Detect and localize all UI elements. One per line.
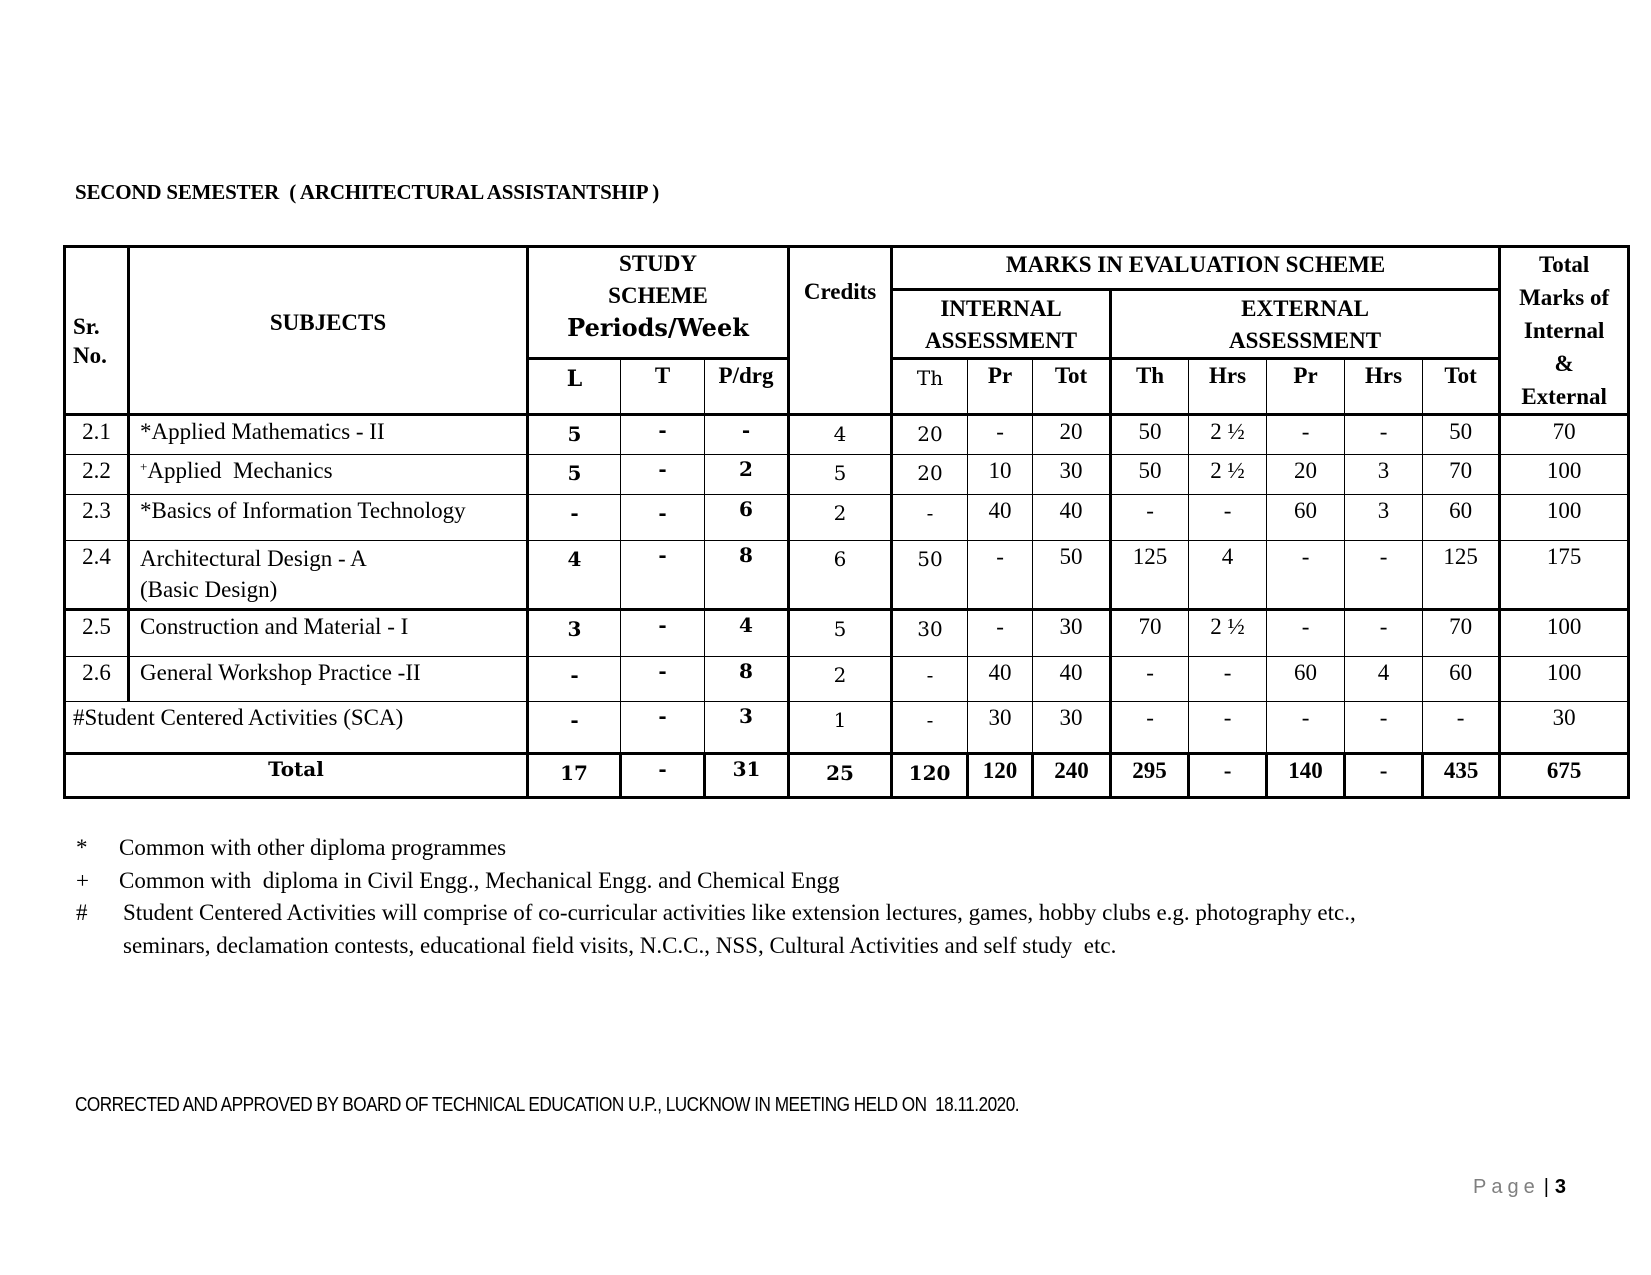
- cell-credits: 4: [789, 415, 892, 455]
- cell-ext-pr-hrs: -: [1345, 415, 1423, 455]
- cell-ext-pr: 140: [1267, 754, 1345, 798]
- header-internal-assessment: [892, 290, 1111, 359]
- cell-l: -: [528, 495, 621, 541]
- header-total-line3: Internal: [1523, 318, 1605, 343]
- cell-t: -: [621, 702, 705, 754]
- cell-credits: 25: [789, 754, 892, 798]
- header-study-line1: STUDY: [619, 251, 697, 276]
- cell-ext-pr: 60: [1267, 657, 1345, 702]
- footnote-sca-continued: [76, 930, 1309, 963]
- document-title: SECOND SEMESTER ( ARCHITECTURAL ASSISTANTSHIP ): [75, 180, 660, 204]
- cell-t: -: [621, 754, 705, 798]
- header-subjects: SUBJECTS: [129, 247, 528, 415]
- cell-sr: 2.4: [65, 541, 129, 610]
- footnote-common-civil-mech-chem: [76, 865, 1309, 898]
- cell-subject: [129, 657, 528, 702]
- cell-ext-th-hrs: 2 ½: [1189, 455, 1267, 495]
- header-external-th-hrs: Hrs: [1189, 359, 1267, 415]
- cell-credits: 1: [789, 702, 892, 754]
- header-external-tot: Tot: [1423, 359, 1500, 415]
- cell-total: 70: [1500, 415, 1629, 455]
- header-study-l: L: [528, 359, 621, 415]
- cell-ext-tot: 70: [1423, 610, 1500, 657]
- header-total-line5: External: [1521, 384, 1607, 409]
- cell-sr: 2.6: [65, 657, 129, 702]
- cell-sr: 2.3: [65, 495, 129, 541]
- table-row: [65, 455, 1629, 495]
- header-study-pdrg: P/drg: [705, 359, 789, 415]
- cell-ext-th: 295: [1111, 754, 1189, 798]
- subject-marker: *: [140, 498, 152, 523]
- cell-total: 100: [1500, 657, 1629, 702]
- approval-footer: CORRECTED AND APPROVED BY BOARD OF TECHNICAL EDUCATION U.P., LUCKNOW IN MEETING HELD ON 18.11.2020.: [75, 1094, 1020, 1116]
- cell-int-pr: 30: [968, 702, 1033, 754]
- cell-ext-pr-hrs: -: [1345, 754, 1423, 798]
- evaluation-scheme-table: [63, 245, 1630, 799]
- cell-sr: 2.5: [65, 610, 129, 657]
- cell-credits: 5: [789, 610, 892, 657]
- cell-int-pr: -: [968, 415, 1033, 455]
- cell-ext-tot: -: [1423, 702, 1500, 754]
- header-external-assessment: [1111, 290, 1500, 359]
- header-sr-no-line2: No.: [73, 342, 107, 368]
- cell-int-th: -: [892, 657, 968, 702]
- cell-ext-th-hrs: -: [1189, 702, 1267, 754]
- cell-ext-th-hrs: 4: [1189, 541, 1267, 610]
- cell-l: 3: [528, 610, 621, 657]
- cell-p: 8: [705, 657, 789, 702]
- cell-t: -: [621, 610, 705, 657]
- cell-ext-tot: 125: [1423, 541, 1500, 610]
- cell-ext-th: 50: [1111, 455, 1189, 495]
- cell-subject: [129, 495, 528, 541]
- cell-ext-pr-hrs: -: [1345, 541, 1423, 610]
- cell-ext-pr: -: [1267, 541, 1345, 610]
- cell-l: -: [528, 702, 621, 754]
- table-row-sca: [65, 702, 1629, 754]
- cell-ext-pr-hrs: -: [1345, 702, 1423, 754]
- subject-name: Basics of Information Technology: [151, 498, 466, 523]
- cell-t: -: [621, 541, 705, 610]
- header-internal-line2: ASSESSMENT: [924, 328, 1078, 353]
- cell-p: 6: [705, 495, 789, 541]
- cell-int-th: 50: [892, 541, 968, 610]
- footnote-common-diploma: [76, 832, 1309, 865]
- cell-ext-tot: 70: [1423, 455, 1500, 495]
- cell-int-tot: 30: [1033, 455, 1111, 495]
- cell-int-th: -: [892, 702, 968, 754]
- footnote-marker: *: [76, 835, 88, 860]
- cell-int-tot: 30: [1033, 702, 1111, 754]
- cell-int-th: -: [892, 495, 968, 541]
- cell-credits: 2: [789, 495, 892, 541]
- cell-ext-th-hrs: -: [1189, 754, 1267, 798]
- cell-int-tot: 40: [1033, 495, 1111, 541]
- subject-name: Architectural Design - A: [140, 546, 367, 571]
- cell-ext-pr-hrs: -: [1345, 610, 1423, 657]
- page-label: Page: [1473, 1176, 1540, 1198]
- footnote-text: Common with other diploma programmes: [119, 835, 507, 860]
- cell-int-tot: 30: [1033, 610, 1111, 657]
- cell-p: -: [705, 415, 789, 455]
- cell-int-pr: 40: [968, 657, 1033, 702]
- cell-int-th: 30: [892, 610, 968, 657]
- cell-t: -: [621, 415, 705, 455]
- footnotes: [76, 832, 1356, 962]
- page-separator: |: [1543, 1176, 1549, 1198]
- header-internal-line1: INTERNAL: [940, 296, 1062, 321]
- header-total-line4: &: [1554, 351, 1574, 376]
- footnote-marker: #: [76, 900, 88, 925]
- table-row: [65, 610, 1629, 657]
- cell-int-pr: 10: [968, 455, 1033, 495]
- cell-ext-th: -: [1111, 657, 1189, 702]
- table-row: [65, 495, 1629, 541]
- header-external-pr-hrs: Hrs: [1345, 359, 1423, 415]
- cell-ext-pr-hrs: 4: [1345, 657, 1423, 702]
- cell-p: 2: [705, 455, 789, 495]
- cell-ext-th: 70: [1111, 610, 1189, 657]
- cell-int-pr: 40: [968, 495, 1033, 541]
- subject-name: Construction and Material - I: [140, 614, 409, 639]
- cell-sr: 2.1: [65, 415, 129, 455]
- header-study-scheme: [528, 247, 789, 359]
- cell-subject: [129, 455, 528, 495]
- cell-credits: 6: [789, 541, 892, 610]
- cell-ext-pr: 60: [1267, 495, 1345, 541]
- header-external-line1: EXTERNAL: [1241, 296, 1369, 321]
- cell-int-th: 120: [892, 754, 968, 798]
- header-study-line2: SCHEME: [608, 283, 708, 308]
- cell-ext-th: -: [1111, 495, 1189, 541]
- cell-int-tot: 50: [1033, 541, 1111, 610]
- cell-p: 8: [705, 541, 789, 610]
- header-external-line2: ASSESSMENT: [1229, 328, 1382, 353]
- subject-marker: +: [140, 459, 148, 474]
- header-study-line3: Periods/Week: [567, 313, 749, 342]
- cell-total-label: Total: [65, 754, 528, 798]
- footnote-sca: [76, 897, 1356, 930]
- header-internal-tot: Tot: [1033, 359, 1111, 415]
- cell-int-pr: -: [968, 610, 1033, 657]
- cell-total: 175: [1500, 541, 1629, 610]
- cell-l: 17: [528, 754, 621, 798]
- cell-p: 3: [705, 702, 789, 754]
- header-total-line1: Total: [1538, 252, 1590, 277]
- header-total-marks: [1500, 247, 1629, 415]
- cell-l: 4: [528, 541, 621, 610]
- cell-ext-tot: 60: [1423, 657, 1500, 702]
- page-number: [1473, 1176, 1566, 1199]
- header-credits: Credits: [789, 247, 892, 415]
- header-sr-no-line1: Sr.: [73, 313, 100, 339]
- cell-total: 100: [1500, 495, 1629, 541]
- cell-subject: [129, 415, 528, 455]
- cell-int-pr: -: [968, 541, 1033, 610]
- cell-sr: 2.2: [65, 455, 129, 495]
- cell-ext-th-hrs: 2 ½: [1189, 415, 1267, 455]
- footnote-text: Student Centered Activities will comprise of co-curricular activities like extension lectures, games, hobby clubs e.g. photography etc.,: [123, 900, 1356, 925]
- cell-int-th: 20: [892, 415, 968, 455]
- cell-ext-th: 125: [1111, 541, 1189, 610]
- subject-name: Applied Mathematics - II: [151, 419, 385, 444]
- footnote-text: seminars, declamation contests, educational field visits, N.C.C., NSS, Cultural Activities and self study etc.: [123, 932, 1117, 958]
- table-row-total: [65, 754, 1629, 798]
- header-marks-in-evaluation: MARKS IN EVALUATION SCHEME: [892, 247, 1500, 290]
- cell-ext-tot: 60: [1423, 495, 1500, 541]
- cell-total: 675: [1500, 754, 1629, 798]
- cell-l: 5: [528, 415, 621, 455]
- cell-ext-th-hrs: -: [1189, 657, 1267, 702]
- table-row: [65, 541, 1629, 610]
- cell-t: -: [621, 657, 705, 702]
- header-external-pr: Pr: [1267, 359, 1345, 415]
- table-row: [65, 657, 1629, 702]
- header-internal-th: Th: [892, 359, 968, 415]
- cell-subject-sca: #Student Centered Activities (SCA): [65, 702, 528, 754]
- cell-ext-pr: -: [1267, 610, 1345, 657]
- cell-int-tot: 240: [1033, 754, 1111, 798]
- cell-credits: 5: [789, 455, 892, 495]
- table-row: [65, 415, 1629, 455]
- cell-ext-th: -: [1111, 702, 1189, 754]
- cell-ext-pr: -: [1267, 415, 1345, 455]
- cell-t: -: [621, 495, 705, 541]
- cell-ext-pr-hrs: 3: [1345, 495, 1423, 541]
- header-total-line2: Marks of: [1519, 285, 1610, 310]
- subject-marker: *: [140, 419, 152, 444]
- cell-ext-pr: -: [1267, 702, 1345, 754]
- header-internal-pr: Pr: [968, 359, 1033, 415]
- cell-p: 4: [705, 610, 789, 657]
- cell-l: -: [528, 657, 621, 702]
- cell-ext-pr-hrs: 3: [1345, 455, 1423, 495]
- cell-subject: [129, 610, 528, 657]
- cell-int-th: 20: [892, 455, 968, 495]
- cell-ext-th-hrs: -: [1189, 495, 1267, 541]
- subject-name-line2: (Basic Design): [140, 577, 278, 602]
- cell-credits: 2: [789, 657, 892, 702]
- cell-ext-tot: 435: [1423, 754, 1500, 798]
- cell-int-pr: 120: [968, 754, 1033, 798]
- cell-int-tot: 40: [1033, 657, 1111, 702]
- cell-total: 30: [1500, 702, 1629, 754]
- cell-ext-tot: 50: [1423, 415, 1500, 455]
- footnote-marker: +: [76, 867, 89, 893]
- cell-l: 5: [528, 455, 621, 495]
- footnote-text: Common with diploma in Civil Engg., Mechanical Engg. and Chemical Engg: [119, 867, 840, 893]
- header-study-t: T: [621, 359, 705, 415]
- cell-ext-th: 50: [1111, 415, 1189, 455]
- cell-total: 100: [1500, 610, 1629, 657]
- cell-total: 100: [1500, 455, 1629, 495]
- cell-t: -: [621, 455, 705, 495]
- subject-name: Applied Mechanics: [147, 458, 333, 483]
- cell-int-tot: 20: [1033, 415, 1111, 455]
- cell-subject: [129, 541, 528, 610]
- header-external-th: Th: [1111, 359, 1189, 415]
- cell-p: 31: [705, 754, 789, 798]
- cell-ext-th-hrs: 2 ½: [1189, 610, 1267, 657]
- page-number-value: 3: [1554, 1176, 1567, 1198]
- subject-name: General Workshop Practice -II: [140, 660, 421, 685]
- header-sr-no: [65, 247, 129, 415]
- cell-ext-pr: 20: [1267, 455, 1345, 495]
